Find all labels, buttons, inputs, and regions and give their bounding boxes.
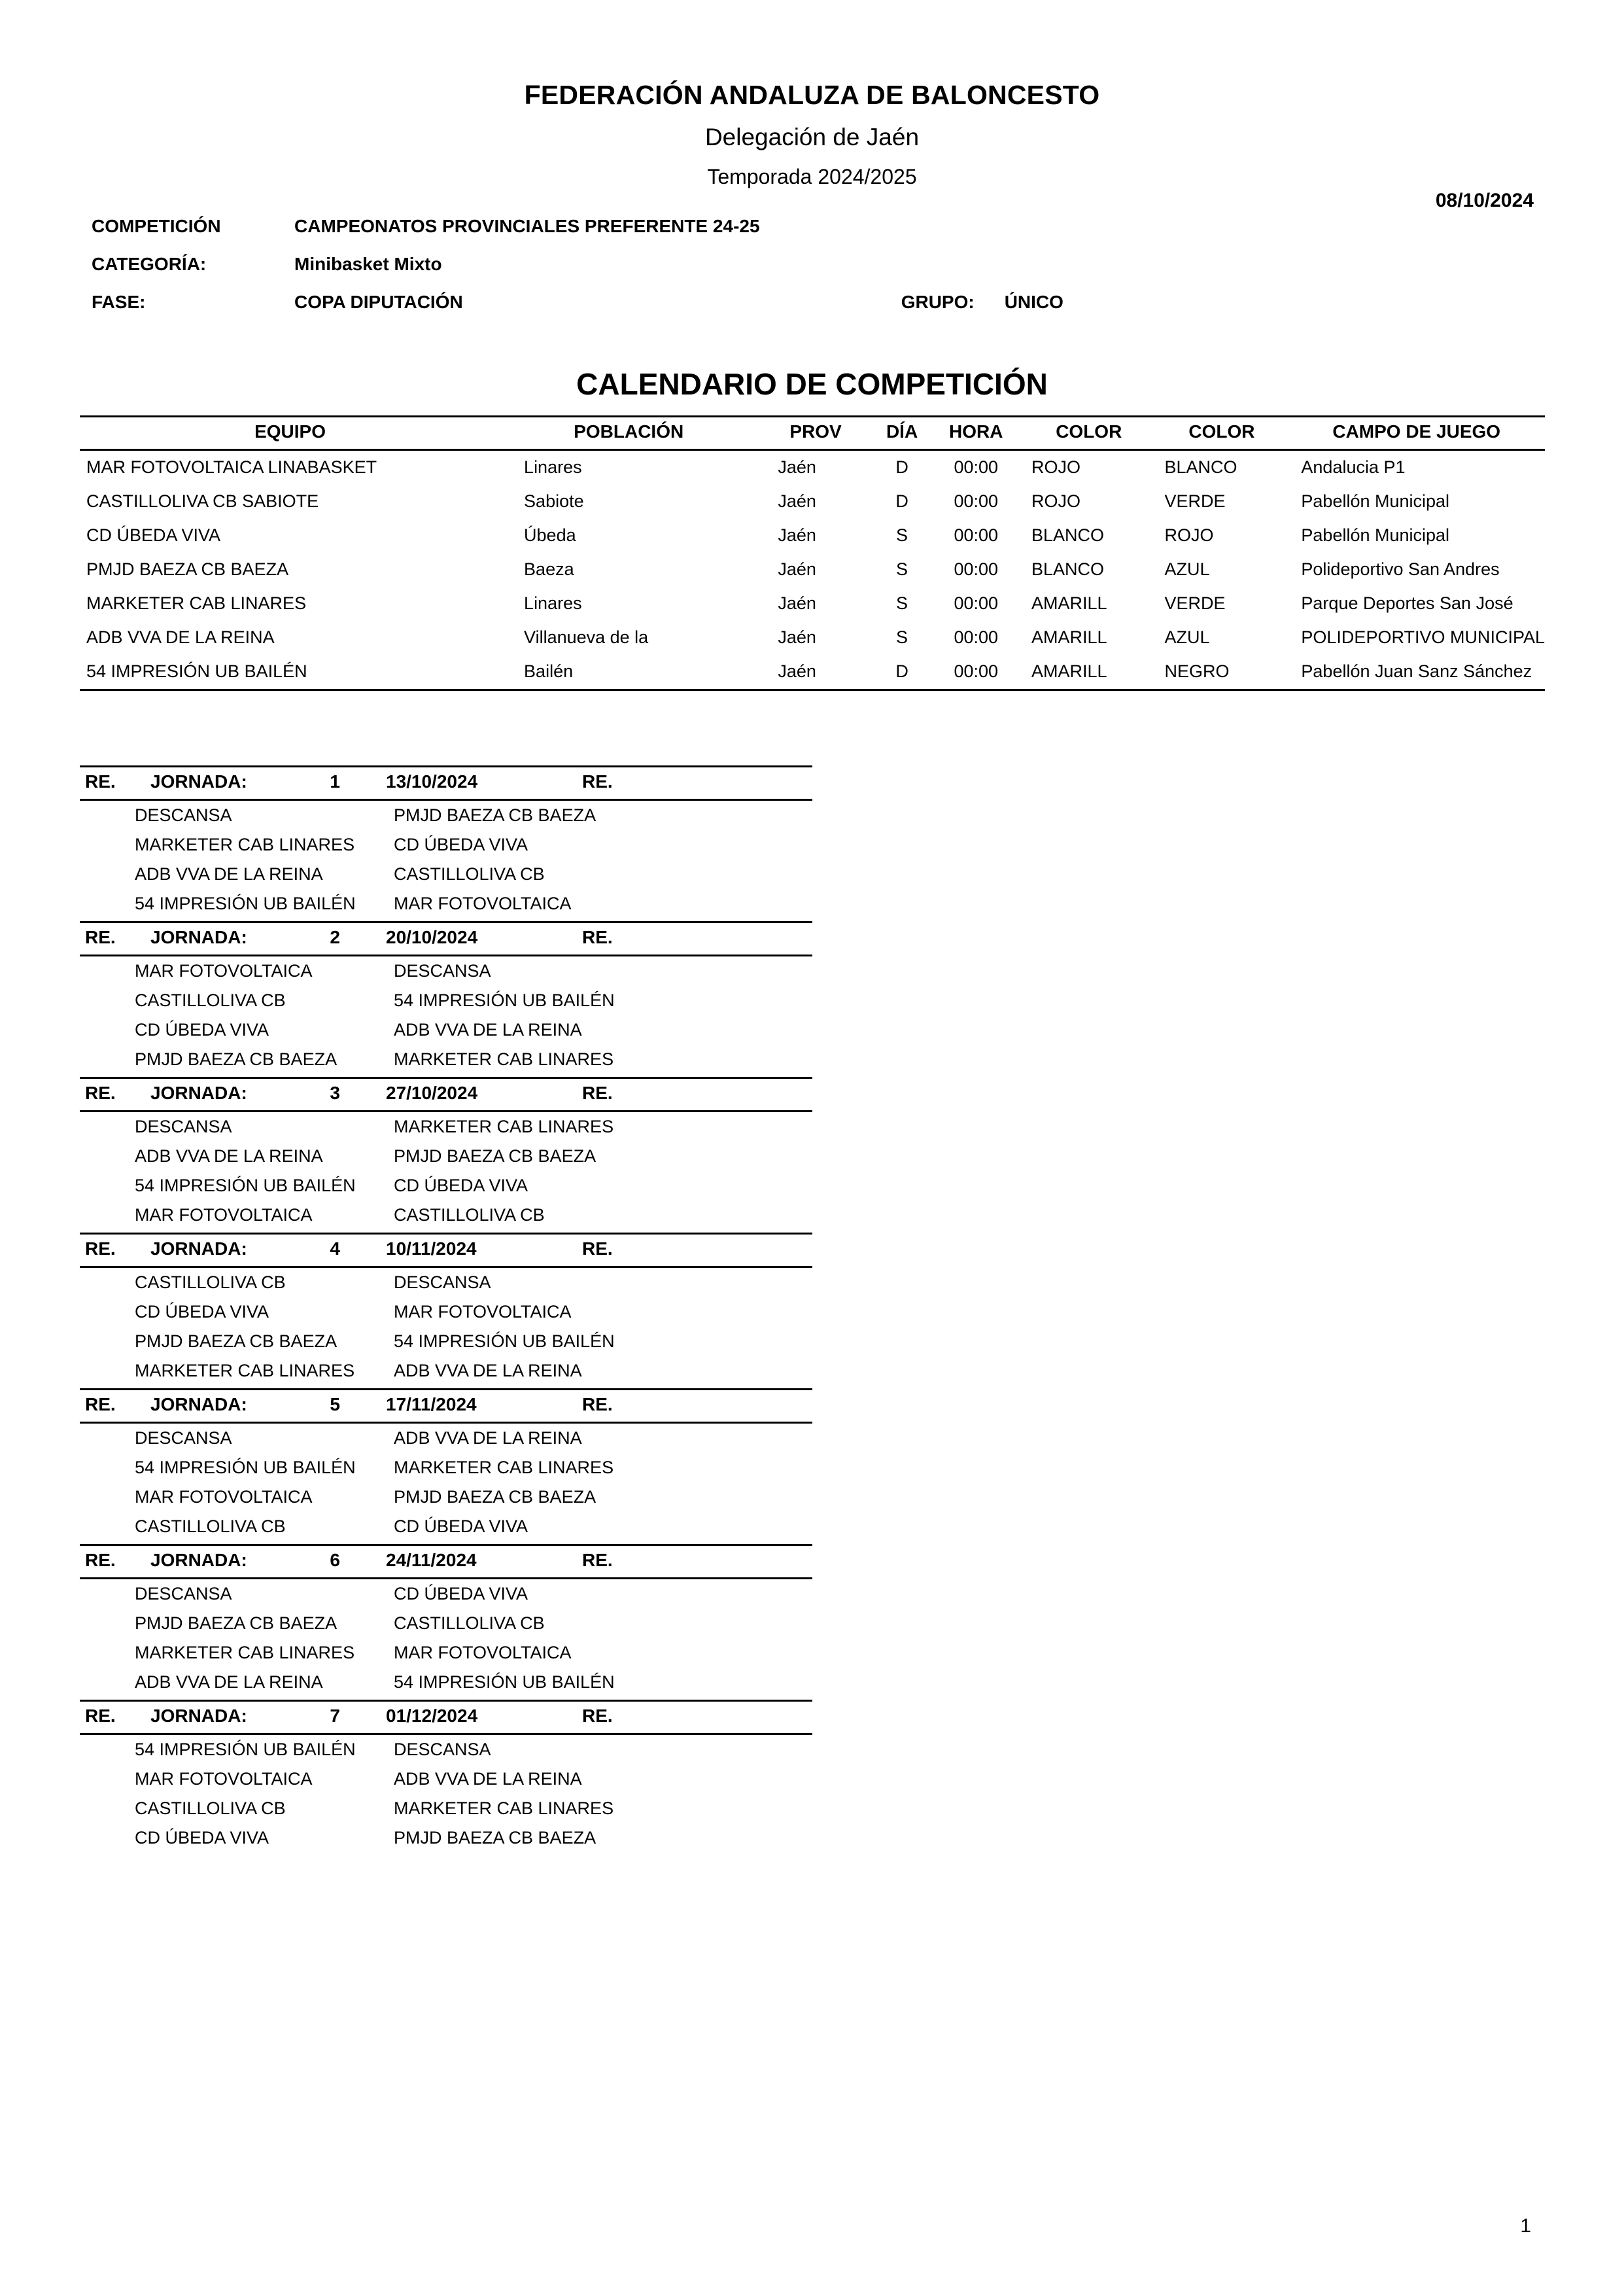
cell-equipo: CASTILLOLIVA CB SABIOTE (86, 491, 319, 511)
list-item (80, 801, 812, 830)
cell-color-1: BLANCO (1031, 525, 1105, 545)
jornada-re-left-label: RE. (85, 1550, 116, 1570)
cell-dia: D (895, 457, 908, 477)
cell-campo: POLIDEPORTIVO MUNICIPAL (1301, 627, 1545, 647)
jornada-re-right-label: RE. (582, 1083, 613, 1103)
list-item (80, 1015, 812, 1045)
table-row (80, 553, 1545, 587)
column-header-campo: CAMPO DE JUEGO (1288, 417, 1545, 450)
match-home-team: CD ÚBEDA VIVA (135, 1828, 269, 1848)
jornada-header (80, 1388, 812, 1424)
match-home-team: CASTILLOLIVA CB (135, 1516, 286, 1536)
list-item (80, 1424, 812, 1453)
cell-campo: Parque Deportes San José (1301, 593, 1513, 613)
season-subtitle: Temporada 2024/2025 (707, 165, 917, 188)
table-row (80, 485, 1545, 519)
match-home-team: PMJD BAEZA CB BAEZA (135, 1049, 337, 1069)
cell-poblacion: Linares (524, 457, 582, 477)
metadata-row-phase (92, 292, 1465, 330)
group-value: ÚNICO (1004, 292, 1063, 312)
cell-equipo: PMJD BAEZA CB BAEZA (86, 559, 289, 579)
teams-table-head (80, 417, 1545, 450)
match-away-team: CD ÚBEDA VIVA (394, 1584, 528, 1603)
list-item (80, 1268, 812, 1297)
match-home-team: DESCANSA (135, 1428, 232, 1448)
cell-hora: 00:00 (954, 627, 999, 647)
list-item (80, 1142, 812, 1171)
teams-table-body (80, 450, 1545, 690)
cell-color-1: BLANCO (1031, 559, 1105, 579)
cell-prov: Jaén (778, 627, 816, 647)
cell-color-1: ROJO (1031, 457, 1081, 477)
table-row (80, 519, 1545, 553)
teams-table (80, 415, 1545, 691)
match-away-team: ADB VVA DE LA REINA (394, 1020, 582, 1040)
jornada-block (80, 1388, 812, 1541)
phase-label: FASE: (92, 292, 146, 312)
category-value: Minibasket Mixto (294, 254, 442, 274)
cell-equipo: MARKETER CAB LINARES (86, 593, 307, 613)
list-item (80, 986, 812, 1015)
cell-color-2: BLANCO (1164, 457, 1237, 477)
jornada-number: 5 (330, 1394, 340, 1414)
cell-equipo: ADB VVA DE LA REINA (86, 627, 275, 647)
cell-color-1: AMARILL (1022, 655, 1155, 690)
match-home-team: 54 IMPRESIÓN UB BAILÉN (135, 894, 356, 913)
list-item (80, 1638, 812, 1668)
match-away-team: ADB VVA DE LA REINA (394, 1769, 582, 1789)
jornada-date: 27/10/2024 (386, 1083, 478, 1103)
jornada-header (80, 1233, 812, 1268)
match-away-team: 54 IMPRESIÓN UB BAILÉN (394, 1672, 615, 1692)
cell-dia: S (896, 593, 908, 613)
jornada-date: 24/11/2024 (386, 1550, 477, 1570)
match-away-team: MARKETER CAB LINARES (394, 1117, 614, 1136)
jornada-header (80, 765, 812, 801)
cell-dia: D (895, 491, 908, 511)
cell-equipo: MAR FOTOVOLTAICA LINABASKET (86, 457, 377, 477)
cell-campo: Pabellón Municipal (1301, 491, 1450, 511)
match-away-team: MARKETER CAB LINARES (394, 1798, 614, 1818)
table-row (80, 587, 1545, 621)
list-item (80, 1794, 812, 1823)
jornada-block (80, 921, 812, 1074)
column-header-color-2: COLOR (1155, 417, 1288, 450)
match-home-team: ADB VVA DE LA REINA (135, 1672, 323, 1692)
jornada-number: 2 (330, 927, 340, 947)
table-row (80, 621, 1545, 655)
match-away-team: PMJD BAEZA CB BAEZA (394, 805, 596, 825)
cell-hora: 00:00 (954, 593, 999, 613)
jornada-date: 20/10/2024 (386, 927, 478, 947)
metadata-row-category (92, 254, 1465, 292)
match-home-team: PMJD BAEZA CB BAEZA (135, 1331, 337, 1351)
list-item (80, 1823, 812, 1853)
jornada-number: 3 (330, 1083, 340, 1103)
match-home-team: MAR FOTOVOLTAICA (135, 1487, 313, 1507)
jornada-number: 1 (330, 771, 340, 792)
match-home-team: CASTILLOLIVA CB (135, 1798, 286, 1818)
cell-hora: 00:00 (929, 655, 1022, 690)
cell-equipo: 54 IMPRESIÓN UB BAILÉN (80, 655, 500, 690)
jornada-re-right-label: RE. (582, 1394, 613, 1414)
jornada-date: 10/11/2024 (386, 1238, 477, 1259)
match-away-team: DESCANSA (394, 1272, 491, 1292)
list-item (80, 1764, 812, 1794)
cell-color-2: VERDE (1164, 491, 1226, 511)
cell-dia: D (874, 655, 930, 690)
jornada-block (80, 765, 812, 919)
match-home-team: ADB VVA DE LA REINA (135, 864, 323, 884)
match-away-team: CASTILLOLIVA CB (394, 864, 545, 884)
jornada-re-left-label: RE. (85, 1238, 116, 1259)
cell-color-2: AZUL (1164, 627, 1210, 647)
match-away-team: MAR FOTOVOLTAICA (394, 1643, 572, 1662)
jornada-re-right-label: RE. (582, 1238, 613, 1259)
cell-color-1: AMARILL (1031, 593, 1107, 613)
cell-hora: 00:00 (954, 525, 999, 545)
cell-color-2: ROJO (1164, 525, 1214, 545)
jornada-number: 4 (330, 1238, 340, 1259)
jornada-re-right-label: RE. (582, 771, 613, 792)
teams-header-row (80, 417, 1545, 450)
jornadas-list (80, 765, 812, 1855)
jornada-re-left-label: RE. (85, 1706, 116, 1726)
cell-dia: S (896, 627, 908, 647)
match-home-team: ADB VVA DE LA REINA (135, 1146, 323, 1166)
cell-campo: Pabellón Municipal (1301, 525, 1450, 545)
cell-prov: Jaén (757, 655, 874, 690)
list-item (80, 1453, 812, 1482)
jornada-label: JORNADA: (150, 771, 247, 792)
match-away-team: 54 IMPRESIÓN UB BAILÉN (394, 990, 615, 1010)
match-home-team: DESCANSA (135, 805, 232, 825)
match-away-team: ADB VVA DE LA REINA (394, 1428, 582, 1448)
jornada-block (80, 1700, 812, 1853)
match-away-team: MAR FOTOVOLTAICA (394, 894, 572, 913)
column-header-equipo: EQUIPO (80, 417, 500, 450)
cell-prov: Jaén (778, 457, 816, 477)
list-item (80, 1512, 812, 1541)
page-number: 1 (1520, 2215, 1531, 2237)
cell-dia: S (896, 559, 908, 579)
match-home-team: MAR FOTOVOLTAICA (135, 961, 313, 981)
cell-poblacion: Linares (524, 593, 582, 613)
jornada-header (80, 1077, 812, 1112)
match-home-team: 54 IMPRESIÓN UB BAILÉN (135, 1740, 356, 1759)
cell-dia: S (896, 525, 908, 545)
match-away-team: MARKETER CAB LINARES (394, 1458, 614, 1477)
cell-hora: 00:00 (954, 559, 999, 579)
cell-poblacion: Úbeda (524, 525, 576, 545)
list-item (80, 1297, 812, 1327)
cell-campo: Pabellón Juan Sanz Sánchez (1288, 655, 1545, 690)
match-home-team: 54 IMPRESIÓN UB BAILÉN (135, 1458, 356, 1477)
list-item (80, 1356, 812, 1386)
list-item (80, 1045, 812, 1074)
match-away-team: CD ÚBEDA VIVA (394, 835, 528, 854)
jornada-label: JORNADA: (150, 1394, 247, 1414)
jornada-header (80, 921, 812, 956)
jornada-label: JORNADA: (150, 1083, 247, 1103)
jornada-label: JORNADA: (150, 927, 247, 947)
jornada-label: JORNADA: (150, 1550, 247, 1570)
list-item (80, 956, 812, 986)
jornada-number: 6 (330, 1550, 340, 1570)
cell-prov: Jaén (778, 491, 816, 511)
cell-color-2: AZUL (1164, 559, 1210, 579)
competition-metadata (92, 216, 1465, 330)
category-label: CATEGORÍA: (92, 254, 207, 274)
match-away-team: CASTILLOLIVA CB (394, 1613, 545, 1633)
competition-value: CAMPEONATOS PROVINCIALES PREFERENTE 24-25 (294, 216, 760, 236)
list-item (80, 1579, 812, 1609)
cell-color-2: NEGRO (1155, 655, 1288, 690)
cell-poblacion: Villanueva de la (524, 627, 649, 647)
cell-poblacion: Baeza (524, 559, 574, 579)
match-home-team: PMJD BAEZA CB BAEZA (135, 1613, 337, 1633)
jornada-date: 01/12/2024 (386, 1706, 478, 1726)
list-item (80, 1735, 812, 1764)
jornada-re-right-label: RE. (582, 927, 613, 947)
match-home-team: MARKETER CAB LINARES (135, 835, 355, 854)
cell-poblacion: Bailén (500, 655, 757, 690)
jornada-header (80, 1700, 812, 1735)
jornada-label: JORNADA: (150, 1706, 247, 1726)
jornada-re-left-label: RE. (85, 771, 116, 792)
cell-prov: Jaén (778, 525, 816, 545)
jornada-re-left-label: RE. (85, 1083, 116, 1103)
metadata-row-competition (92, 216, 1465, 254)
cell-color-1: AMARILL (1031, 627, 1107, 647)
jornada-re-right-label: RE. (582, 1706, 613, 1726)
jornada-block (80, 1233, 812, 1386)
match-home-team: CASTILLOLIVA CB (135, 990, 286, 1010)
column-header-hora: HORA (929, 417, 1022, 450)
list-item (80, 889, 812, 919)
match-away-team: CD ÚBEDA VIVA (394, 1176, 528, 1195)
list-item (80, 860, 812, 889)
competition-label: COMPETICIÓN (92, 216, 221, 236)
match-home-team: CASTILLOLIVA CB (135, 1272, 286, 1292)
match-away-team: PMJD BAEZA CB BAEZA (394, 1146, 596, 1166)
cell-hora: 00:00 (954, 457, 999, 477)
match-away-team: PMJD BAEZA CB BAEZA (394, 1487, 596, 1507)
jornada-block (80, 1544, 812, 1697)
cell-color-2: VERDE (1164, 593, 1226, 613)
list-item (80, 1327, 812, 1356)
match-home-team: MAR FOTOVOLTAICA (135, 1205, 313, 1225)
document-date: 08/10/2024 (1435, 190, 1534, 211)
jornada-re-right-label: RE. (582, 1550, 613, 1570)
cell-color-1: ROJO (1031, 491, 1081, 511)
match-home-team: CD ÚBEDA VIVA (135, 1302, 269, 1322)
list-item (80, 1609, 812, 1638)
column-header-color-1: COLOR (1022, 417, 1155, 450)
cell-poblacion: Sabiote (524, 491, 584, 511)
match-away-team: CASTILLOLIVA CB (394, 1205, 545, 1225)
list-item (80, 1668, 812, 1697)
jornada-number: 7 (330, 1706, 340, 1726)
column-header-prov: PROV (757, 417, 874, 450)
list-item (80, 830, 812, 860)
match-home-team: DESCANSA (135, 1117, 232, 1136)
match-home-team: 54 IMPRESIÓN UB BAILÉN (135, 1176, 356, 1195)
jornada-block (80, 1077, 812, 1230)
match-home-team: MAR FOTOVOLTAICA (135, 1769, 313, 1789)
list-item (80, 1482, 812, 1512)
list-item (80, 1171, 812, 1200)
match-home-team: MARKETER CAB LINARES (135, 1643, 355, 1662)
jornada-label: JORNADA: (150, 1238, 247, 1259)
column-header-poblacion: POBLACIÓN (500, 417, 757, 450)
match-away-team: DESCANSA (394, 1740, 491, 1759)
cell-hora: 00:00 (954, 491, 999, 511)
match-away-team: CD ÚBEDA VIVA (394, 1516, 528, 1536)
list-item (80, 1112, 812, 1142)
jornada-date: 13/10/2024 (386, 771, 478, 792)
jornada-re-left-label: RE. (85, 927, 116, 947)
federation-title: FEDERACIÓN ANDALUZA DE BALONCESTO (524, 80, 1100, 110)
column-header-dia: DÍA (874, 417, 930, 450)
phase-value: COPA DIPUTACIÓN (294, 292, 463, 312)
cell-equipo: CD ÚBEDA VIVA (86, 525, 221, 545)
jornada-header (80, 1544, 812, 1579)
match-home-team: MARKETER CAB LINARES (135, 1361, 355, 1380)
match-away-team: MAR FOTOVOLTAICA (394, 1302, 572, 1322)
match-away-team: 54 IMPRESIÓN UB BAILÉN (394, 1331, 615, 1351)
cell-prov: Jaén (778, 559, 816, 579)
jornada-re-left-label: RE. (85, 1394, 116, 1414)
list-item (80, 1200, 812, 1230)
jornada-date: 17/11/2024 (386, 1394, 477, 1414)
table-row (80, 450, 1545, 485)
group-label: GRUPO: (901, 292, 975, 312)
cell-prov: Jaén (778, 593, 816, 613)
match-away-team: DESCANSA (394, 961, 491, 981)
delegation-subtitle: Delegación de Jaén (704, 124, 920, 150)
table-row (80, 655, 1545, 690)
cell-campo: Polideportivo San Andres (1301, 559, 1500, 579)
match-home-team: CD ÚBEDA VIVA (135, 1020, 269, 1040)
match-away-team: MARKETER CAB LINARES (394, 1049, 614, 1069)
page-title: CALENDARIO DE COMPETICIÓN (576, 367, 1048, 401)
match-away-team: PMJD BAEZA CB BAEZA (394, 1828, 596, 1848)
teams-table-wrapper (80, 415, 1545, 691)
match-away-team: ADB VVA DE LA REINA (394, 1361, 582, 1380)
match-home-team: DESCANSA (135, 1584, 232, 1603)
cell-campo: Andalucia P1 (1301, 457, 1406, 477)
